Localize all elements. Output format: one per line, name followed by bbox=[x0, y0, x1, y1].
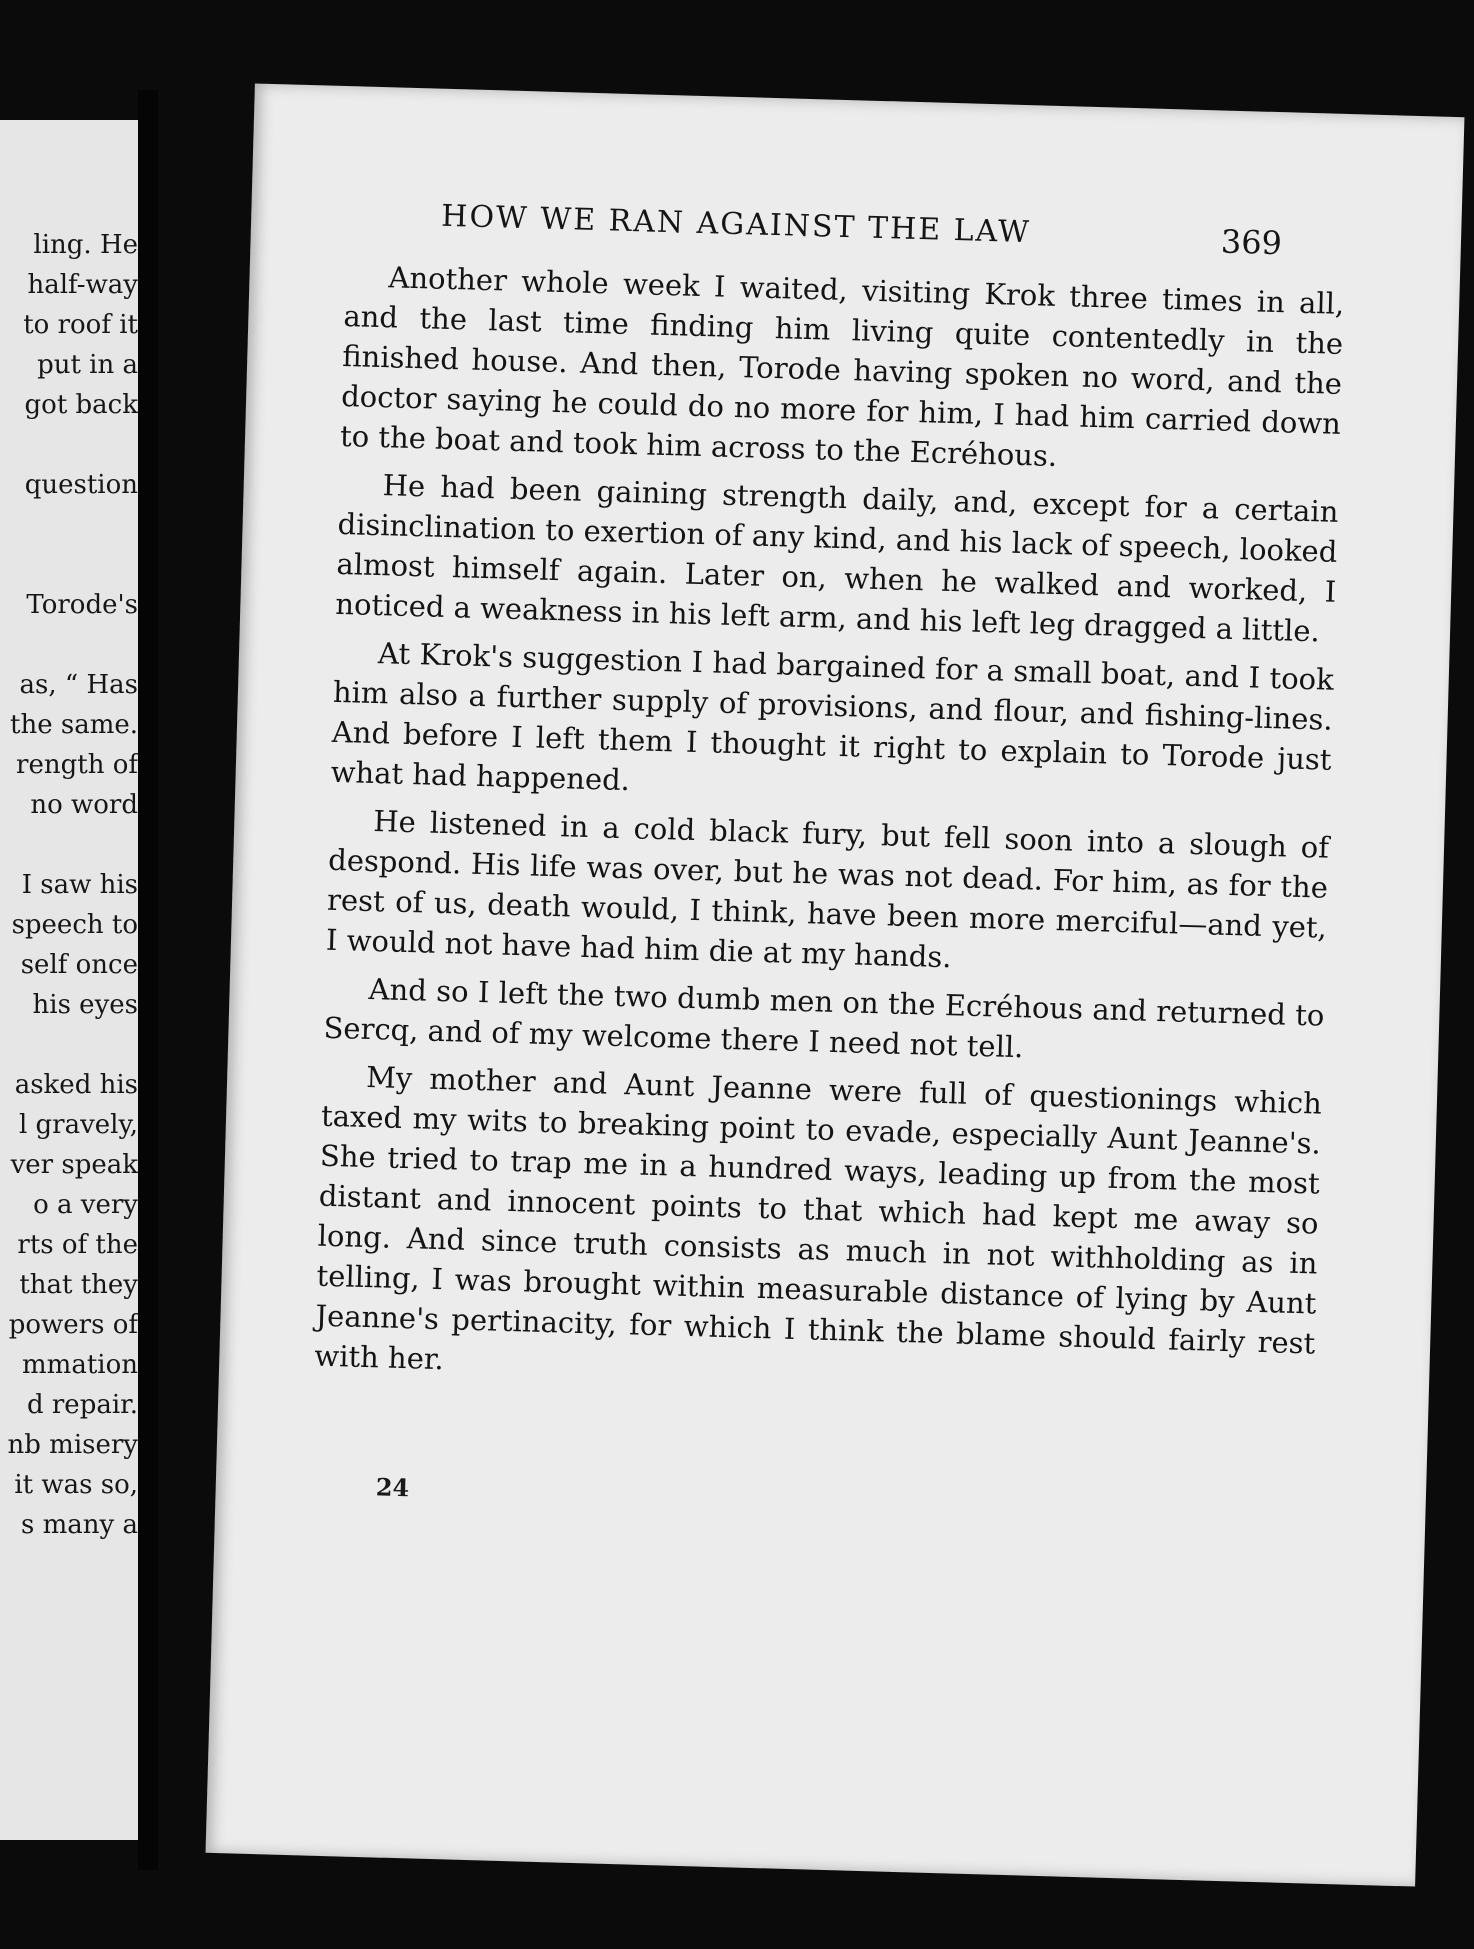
left-line-fragment: speech to bbox=[11, 910, 138, 940]
left-line-fragment: to roof it bbox=[23, 310, 138, 340]
paragraph: He had been gaining strength daily, and, except for a certain disinclination to exertion of any kind, and his lack of speech, looked almost himself again. Later on, when he walked and worked, I noticed a weakness in his left arm, and his left leg dragged a little. bbox=[334, 468, 1339, 649]
left-line-fragment: that they bbox=[19, 1270, 138, 1300]
page-number: 369 bbox=[1220, 222, 1283, 263]
printer-signature-mark: 24 bbox=[375, 1472, 410, 1503]
paragraph: And so I left the two dumb men on the Ecréhous and returned to Sercq, and of my welcome there I need not tell. bbox=[323, 971, 1325, 1065]
left-line-fragment: ling. He bbox=[33, 230, 138, 260]
left-line-fragment: l gravely, bbox=[18, 1110, 138, 1140]
page-body bbox=[314, 256, 1345, 1411]
left-line-fragment: as, “ Has bbox=[19, 670, 138, 700]
left-line-fragment: no word bbox=[30, 790, 138, 820]
left-line-fragment: ver speak bbox=[10, 1150, 138, 1180]
left-line-fragment: mmation bbox=[22, 1350, 138, 1380]
left-line-fragment: the same. bbox=[10, 710, 138, 740]
left-line-fragment: powers of bbox=[8, 1310, 138, 1340]
paragraph: He listened in a cold black fury, but fell soon into a slough of despond. His life was over, but he was not dead. For him, as for the rest of us, death would, I think, have been more merciful—and yet, I would not have had him die at my hands. bbox=[325, 804, 1330, 975]
left-line-fragment: d repair. bbox=[26, 1390, 138, 1420]
left-line-fragment: o a very bbox=[33, 1190, 138, 1220]
left-line-fragment: nb misery bbox=[7, 1430, 138, 1460]
paragraph: Another whole week I waited, visiting Krok three times in all, and the last time finding him living quite contentedly in the finished house. And then, Torode having spoken no word, and the doctor saying he could do no more for him, I had him carried down to the boat and took him across to the Ecréhous. bbox=[339, 260, 1345, 473]
left-line-fragment: self once bbox=[20, 950, 138, 980]
left-line-fragment: I saw his bbox=[21, 870, 138, 900]
left-facing-page bbox=[0, 120, 148, 1840]
left-line-fragment: got back bbox=[24, 390, 138, 420]
left-line-fragment: it was so, bbox=[14, 1470, 138, 1500]
left-line-fragment: asked his bbox=[14, 1070, 138, 1100]
book-gutter bbox=[138, 90, 158, 1870]
left-line-fragment: Torode's bbox=[26, 590, 138, 620]
left-line-fragment: half-way bbox=[27, 270, 138, 300]
left-line-fragment: his eyes bbox=[32, 990, 138, 1020]
left-line-fragment: put in a bbox=[37, 350, 138, 380]
right-page bbox=[206, 83, 1465, 1886]
left-line-fragment: rength of bbox=[16, 750, 138, 780]
running-head: HOW WE RAN AGAINST THE LAW bbox=[440, 198, 1032, 251]
paragraph: At Krok's suggestion I had bargained for a small boat, and I took him also a further supply of provisions, and flour, and fishing-lines. And before I left them I thought it right to explain to Torode just what had happened. bbox=[330, 636, 1335, 798]
left-line-fragment: rts of the bbox=[17, 1230, 138, 1260]
left-line-fragment: question bbox=[24, 470, 138, 500]
left-line-fragment: s many a bbox=[21, 1510, 138, 1540]
paragraph: My mother and Aunt Jeanne were full of questionings which taxed my wits to breaking point to evade, especially Aunt Jeanne's. She tried to trap me in a hundred ways, leading up from the most distant and innocent points to that which had kept me away so long. And since truth consists as much in not withholding as in telling, I was brought within measurable distance of lying by Aunt Jeanne's pertinacity, for which I think the blame should fairly rest with her. bbox=[313, 1059, 1323, 1377]
